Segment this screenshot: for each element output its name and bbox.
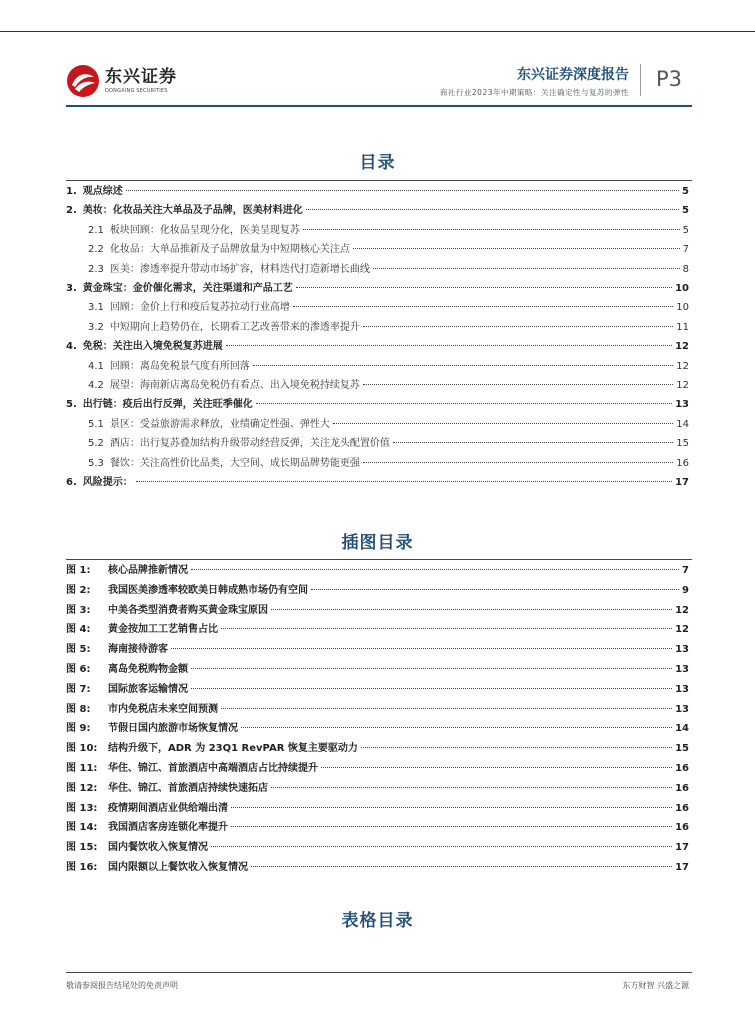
- figure-entry[interactable]: [66, 799, 689, 815]
- dot-leader: [271, 609, 672, 610]
- toc-entry-number: 6.: [66, 477, 77, 488]
- figure-entry-page: 13: [675, 644, 689, 656]
- dot-leader: [306, 209, 679, 210]
- dot-leader: [271, 787, 672, 788]
- dot-leader: [361, 747, 672, 748]
- figure-entry-number: 图 1:: [66, 565, 91, 576]
- figure-entry-number: 图 7:: [66, 683, 91, 695]
- figure-entry-title: 结构升级下，ADR 为 23Q1 RevPAR 恢复主要驱动力: [108, 743, 358, 755]
- figure-entry-title: 国内限额以上餐饮收入恢复情况: [108, 862, 248, 873]
- figure-entry[interactable]: [66, 838, 689, 854]
- toc-entry-number: 1.: [66, 186, 77, 197]
- figure-entry-page: 16: [675, 782, 689, 794]
- toc-entry-number: 2.: [66, 205, 77, 217]
- figure-entry-number: 图 8:: [66, 703, 91, 715]
- toc-entry-number: 5.3: [88, 457, 104, 469]
- dot-leader: [293, 306, 673, 307]
- figure-entry-number: 图 3:: [66, 604, 91, 616]
- toc-entry-title: 观点综述: [82, 186, 123, 197]
- toc-entry-title: 回顾：金价上行和疫后复苏拉动行业高增: [109, 302, 290, 314]
- report-title: 东兴证券深度报告: [517, 67, 629, 83]
- toc-entry-number: 3.2: [88, 321, 104, 333]
- toc-entry-page: 5: [682, 186, 689, 197]
- toc-entry[interactable]: [88, 221, 689, 237]
- dot-leader: [191, 569, 679, 570]
- figure-entry-page: 15: [675, 743, 689, 755]
- figure-entry-title: 中美各类型消费者购买黄金珠宝原因: [108, 604, 268, 616]
- toc-entry[interactable]: [88, 240, 689, 256]
- logo-emblem-icon: [66, 64, 100, 98]
- dot-leader: [256, 403, 672, 404]
- dot-leader: [211, 846, 672, 847]
- dot-leader: [126, 190, 679, 191]
- figure-entry[interactable]: [66, 719, 689, 735]
- dot-leader: [296, 287, 672, 288]
- figure-entry-number: 图 14:: [66, 822, 98, 834]
- toc-entry[interactable]: [66, 279, 689, 295]
- dot-leader: [253, 365, 673, 366]
- figure-entry-page: 9: [682, 584, 689, 596]
- dot-leader: [311, 589, 679, 590]
- figure-entry-title: 国际旅客运输情况: [108, 683, 188, 695]
- dot-leader: [231, 807, 672, 808]
- figures-title-rule: [66, 559, 692, 560]
- logo-name-cn: 东兴证券: [105, 66, 177, 87]
- toc-title-rule: [66, 180, 692, 181]
- toc-entry-page: 12: [675, 341, 689, 353]
- toc-entry-title: 中短期向上趋势仍在，长期看工艺改善带来的渗透率提升: [109, 321, 360, 333]
- toc-entry[interactable]: [88, 434, 689, 450]
- tables-title: 表格目录: [341, 911, 414, 931]
- figure-entry-page: 13: [675, 703, 689, 715]
- figure-entry-title: 疫情期间酒店业供给端出清: [108, 802, 228, 814]
- toc-entry-number: 2.3: [88, 263, 104, 275]
- figure-entry-page: 13: [675, 683, 689, 695]
- figure-entry-title: 离岛免税购物金额: [108, 664, 188, 675]
- figures-title: 插图目录: [341, 533, 414, 553]
- toc-entry-page: 10: [676, 302, 689, 314]
- toc-entry-number: 5.2: [88, 438, 104, 450]
- figure-entry[interactable]: [66, 581, 689, 597]
- company-logo: [66, 64, 177, 98]
- figure-entry-page: 7: [682, 565, 689, 576]
- figure-entry-number: 图 15:: [66, 842, 98, 854]
- figure-entry-page: 14: [675, 723, 689, 735]
- figure-entry[interactable]: [66, 739, 689, 755]
- figure-entry[interactable]: [66, 858, 689, 874]
- figure-entry[interactable]: [66, 818, 689, 834]
- figure-entry-title: 黄金按加工工艺销售占比: [108, 624, 218, 636]
- toc-entry-page: 10: [675, 283, 689, 294]
- toc-entry-page: 7: [682, 244, 689, 256]
- toc-entry[interactable]: [88, 415, 689, 431]
- figure-entry-title: 核心品牌推新情况: [108, 565, 188, 576]
- figure-entry-number: 图 11:: [66, 763, 98, 774]
- toc-entry-page: 15: [676, 438, 689, 450]
- toc-entry[interactable]: [88, 357, 689, 373]
- figure-entry[interactable]: [66, 759, 689, 775]
- dot-leader: [231, 826, 672, 827]
- top-rule: [0, 31, 755, 32]
- figure-entry-number: 图 12:: [66, 782, 98, 794]
- toc-entry-title: 餐饮：关注高性价比品类，大空间、成长期品牌势能更强: [109, 457, 360, 469]
- figure-entry-number: 图 2:: [66, 584, 91, 596]
- footer-slogan: 东方财智 兴盛之源: [622, 981, 689, 990]
- toc-entry[interactable]: [66, 201, 689, 217]
- toc-entry-number: 2.1: [88, 224, 104, 236]
- toc-entry-title: 黄金珠宝：金价催化需求，关注渠道和产品工艺: [82, 283, 293, 294]
- toc-entry-page: 5: [682, 205, 689, 217]
- dot-leader: [136, 481, 672, 482]
- toc-entry-page: 17: [675, 477, 689, 488]
- disclaimer-note: 敬请参阅报告结尾处的免责声明: [66, 981, 178, 990]
- toc-entry[interactable]: [88, 298, 689, 314]
- footer-rule: [66, 972, 692, 973]
- dot-leader: [221, 708, 672, 709]
- figure-entry-title: 市内免税店未来空间预测: [108, 703, 218, 715]
- logo-name-en: DONGXING SECURITIES: [105, 87, 168, 94]
- dot-leader: [363, 462, 673, 463]
- figure-entry-number: 图 9:: [66, 723, 91, 735]
- toc-entry[interactable]: [88, 376, 689, 392]
- header-divider: [640, 64, 641, 96]
- toc-entry-number: 4.: [66, 341, 77, 353]
- dot-leader: [393, 442, 673, 443]
- toc-entry-title: 化妆品：大单品推新及子品牌放量为中短期核心关注点: [109, 244, 350, 256]
- figure-entry-title: 海南接待游客: [108, 644, 168, 656]
- figure-entry[interactable]: [66, 680, 689, 696]
- figure-entry[interactable]: [66, 640, 689, 656]
- dot-leader: [251, 866, 672, 867]
- toc-entry[interactable]: [66, 473, 689, 489]
- figure-entry-title: 我国酒店客房连锁化率提升: [108, 822, 228, 834]
- figure-entry-page: 17: [675, 862, 689, 873]
- toc-entry[interactable]: [88, 318, 689, 334]
- dot-leader: [353, 248, 680, 249]
- toc-entry[interactable]: [88, 454, 689, 470]
- dot-leader: [191, 668, 672, 669]
- toc-entry-title: 板块回顾：化妆品呈现分化，医美呈现复苏: [109, 224, 300, 236]
- figure-entry-page: 17: [675, 842, 689, 854]
- figure-entry-title: 华住、锦江、首旅酒店持续快速拓店: [108, 782, 268, 794]
- figure-entry-number: 图 16:: [66, 862, 98, 873]
- toc-entry-title: 出行链：疫后出行反弹，关注旺季催化: [82, 399, 253, 411]
- dot-leader: [333, 423, 673, 424]
- figure-entry[interactable]: [66, 779, 689, 795]
- toc-entry-number: 2.2: [88, 244, 104, 256]
- dot-leader: [303, 229, 680, 230]
- toc-entry-page: 16: [676, 457, 689, 469]
- dot-leader: [171, 648, 672, 649]
- toc-entry[interactable]: [66, 182, 689, 198]
- toc-entry[interactable]: [88, 260, 689, 276]
- toc-entry-page: 13: [675, 399, 689, 411]
- dot-leader: [373, 268, 680, 269]
- toc-title: 目录: [359, 153, 396, 173]
- figure-entry-page: 16: [675, 763, 689, 774]
- figure-entry-number: 图 5:: [66, 644, 91, 656]
- figure-entry[interactable]: [66, 601, 689, 617]
- report-subtitle: 商社行业2023年中期策略：关注确定性与复苏的弹性: [439, 88, 629, 97]
- figure-entry-title: 节假日国内旅游市场恢复情况: [108, 723, 238, 735]
- figure-entry-page: 12: [675, 624, 689, 636]
- toc-entry-title: 展望：海南新店离岛免税仍有看点、出入境免税持续复苏: [109, 380, 360, 391]
- toc-entry-title: 美妆：化妆品关注大单品及子品牌，医美材料进化: [82, 205, 303, 217]
- figure-entry[interactable]: [66, 561, 689, 577]
- figure-entry-page: 13: [675, 664, 689, 675]
- figure-entry-number: 图 4:: [66, 624, 91, 636]
- page-number: P3: [656, 67, 683, 91]
- dot-leader: [191, 688, 672, 689]
- figure-entry-page: 16: [675, 802, 689, 814]
- figure-entry-page: 16: [675, 822, 689, 834]
- toc-entry-number: 4.1: [88, 360, 104, 372]
- header-rule: [66, 105, 692, 107]
- dot-leader: [226, 345, 672, 346]
- toc-entry-page: 12: [676, 360, 689, 372]
- toc-entry-number: 3.1: [88, 302, 104, 314]
- toc-entry-number: 5.: [66, 399, 77, 411]
- toc-entry-page: 5: [682, 224, 689, 236]
- toc-entry-number: 4.2: [88, 380, 104, 391]
- figure-entry[interactable]: [66, 620, 689, 636]
- figure-entry-number: 图 6:: [66, 664, 91, 675]
- figure-entry-page: 12: [675, 604, 689, 616]
- figure-entry-title: 华住、锦江、首旅酒店中高端酒店占比持续提升: [108, 763, 318, 774]
- dot-leader: [241, 727, 672, 728]
- toc-entry-title: 医美：渗透率提升带动市场扩容，材料迭代打造新增长曲线: [109, 263, 370, 275]
- figure-entry-title: 国内餐饮收入恢复情况: [108, 842, 208, 854]
- toc-entry-title: 景区：受益旅游需求释放，业绩确定性强、弹性大: [109, 418, 330, 430]
- dot-leader: [363, 326, 673, 327]
- toc-entry-title: 回顾：离岛免税景气度有所回落: [109, 360, 250, 372]
- dot-leader: [321, 767, 672, 768]
- figure-entry[interactable]: [66, 660, 689, 676]
- figure-entry-number: 图 13:: [66, 802, 98, 814]
- toc-entry-title: 免税：关注出入境免税复苏进展: [82, 341, 223, 353]
- dot-leader: [363, 384, 673, 385]
- toc-entry-number: 5.1: [88, 418, 104, 430]
- toc-entry[interactable]: [66, 337, 689, 353]
- toc-entry-page: 8: [682, 263, 689, 275]
- toc-entry-page: 12: [676, 380, 689, 391]
- toc-entry-page: 14: [676, 418, 689, 430]
- figure-entry-number: 图 10:: [66, 743, 98, 755]
- toc-entry-title: 风险提示：: [82, 477, 133, 488]
- toc-entry[interactable]: [66, 395, 689, 411]
- toc-entry-number: 3.: [66, 283, 77, 294]
- figure-entry-title: 我国医美渗透率较欧美日韩成熟市场仍有空间: [108, 584, 308, 596]
- toc-entry-page: 11: [676, 321, 689, 333]
- figure-entry[interactable]: [66, 700, 689, 716]
- dot-leader: [221, 628, 672, 629]
- toc-entry-title: 酒店：出行复苏叠加结构升级带动经营反弹，关注龙头配置价值: [109, 438, 390, 450]
